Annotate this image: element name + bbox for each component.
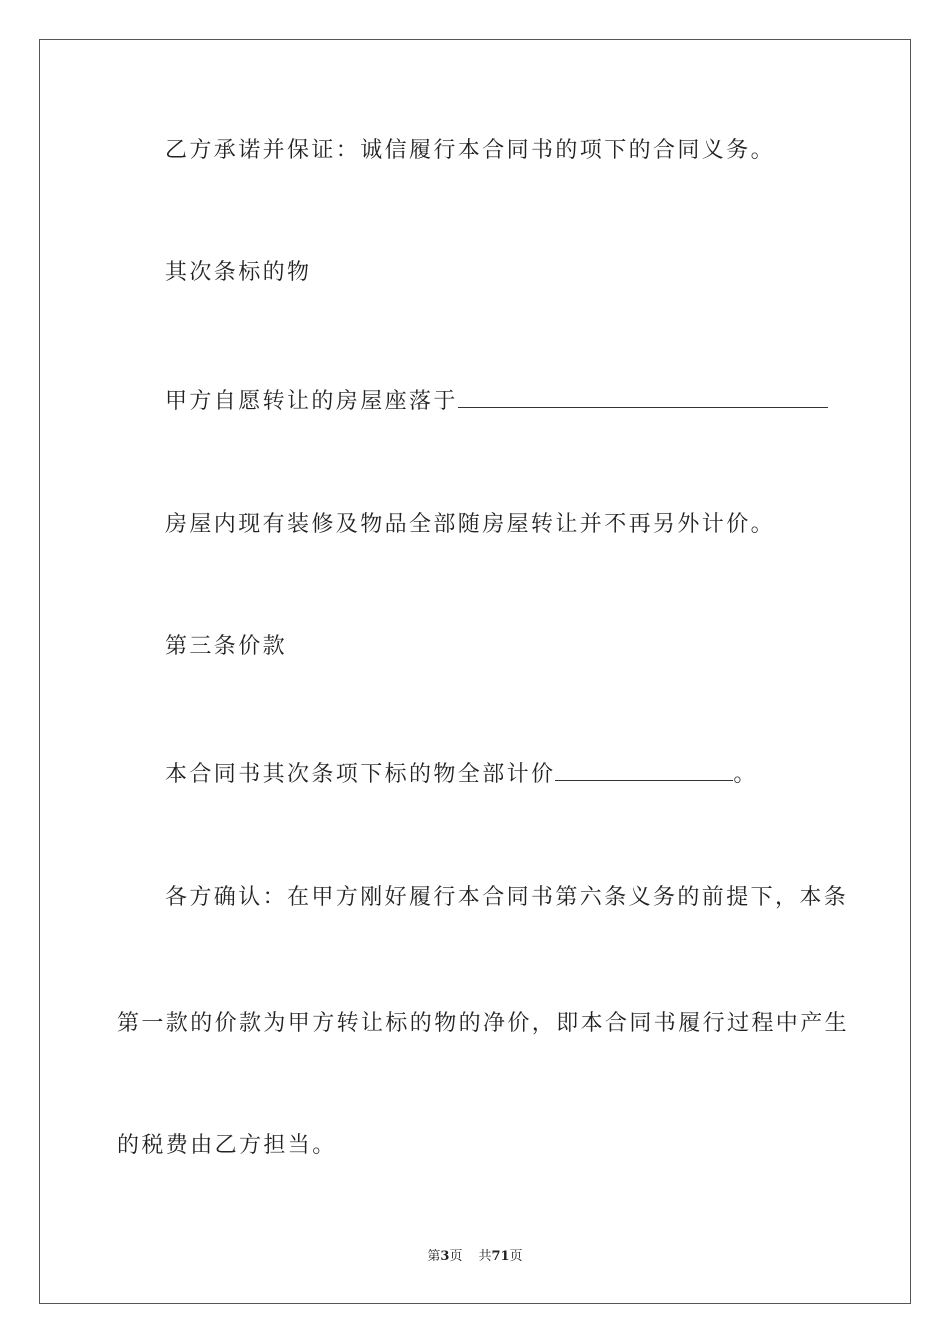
paragraph-confirmation-line-2: 第一款的价款为甲方转让标的物的净价，即本合同书履行过程中产生	[117, 1011, 850, 1036]
page-footer	[0, 1248, 950, 1266]
location-label: 甲方自愿转让的房屋座落于	[165, 389, 458, 414]
section-heading-subject: 其次条标的物	[165, 260, 312, 285]
total-price-period: 。	[733, 762, 758, 787]
paragraph-furnishings: 房屋内现有装修及物品全部随房屋转让并不再另外计价。	[165, 512, 776, 537]
total-suffix: 页	[509, 1249, 523, 1264]
paragraph-confirmation-line-3: 的税费由乙方担当。	[117, 1133, 337, 1158]
page-prefix: 第	[427, 1249, 441, 1264]
section-heading-price: 第三条价款	[165, 634, 288, 659]
location-blank	[458, 387, 828, 408]
page-number: 3	[440, 1249, 450, 1264]
total-prefix: 共	[478, 1249, 492, 1264]
paragraph-guarantee: 乙方承诺并保证：诚信履行本合同书的项下的合同义务。	[165, 138, 776, 163]
total-price-label: 本合同书其次条项下标的物全部计价	[165, 762, 556, 787]
paragraph-confirmation-line-1: 各方确认：在甲方刚好履行本合同书第六条义务的前提下，本条	[165, 885, 849, 910]
paragraph-location	[165, 387, 828, 417]
paragraph-total-price	[165, 760, 758, 790]
page-suffix: 页	[449, 1249, 463, 1264]
total-pages: 71	[491, 1249, 510, 1264]
total-price-blank	[555, 760, 733, 781]
page-frame	[39, 39, 911, 1304]
